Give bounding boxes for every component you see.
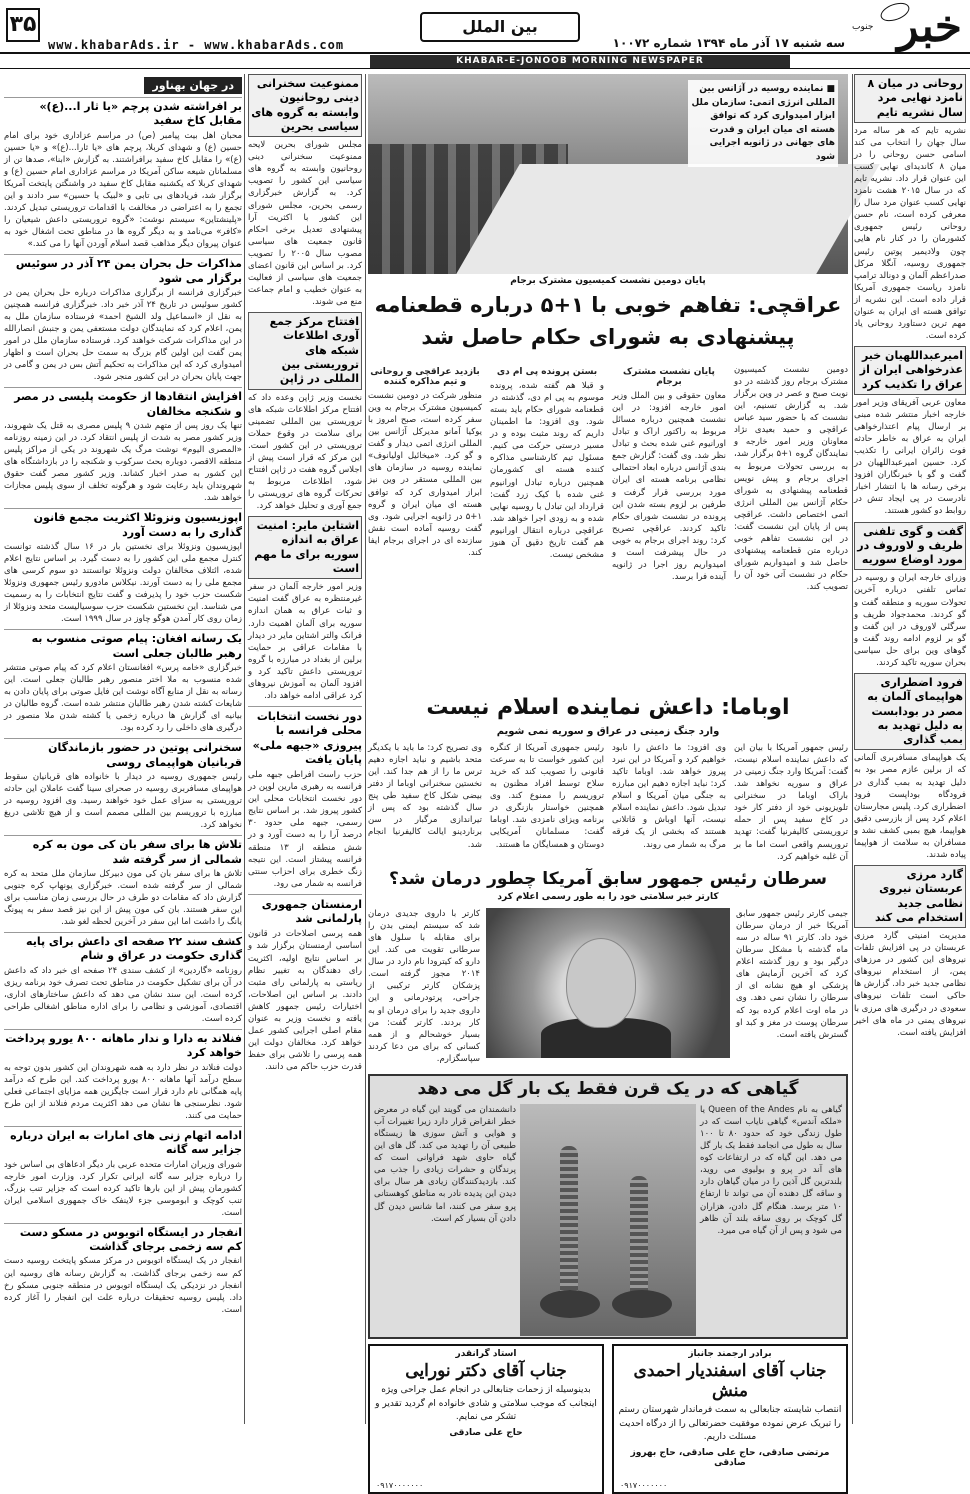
- website-url[interactable]: www.khabarAds.ir - www.khabarAds.com: [48, 38, 345, 52]
- brief-text: انفجار در یک ایستگاه اتوبوس در مرکز مسکو پایتخت روسیه دست کم سه زخمی برجای گذاشت. به گزارش رسانه های روسیه این انفجار در نزدیکی یک ایستگاه اتوبوس در منطقه جنوبی مسکو رخ داد. پلیس روسیه تحقیقات درباره علت این انفجار را آغاز کرده است.: [4, 1256, 242, 1315]
- brief-headline[interactable]: گارد مرزی عربستان نیروی نظامی جدید استخدام می کند: [854, 865, 966, 928]
- lead-headline[interactable]: عراقچی: تفاهم خوبی با ۱+۵ درباره قطعنامه پیشنهادی به شورای حکام حاصل شد: [374, 293, 842, 349]
- brief-headline[interactable]: بر افراشته شدن پرچم «یا ثار ا...(ع)» مقابل کاخ سفید: [4, 97, 242, 129]
- brief-text: تلاش ها برای سفر بان کی مون دبیرکل سازمان ملل متحد به کره شمالی از سر گرفته شده است. خبرگزاری یونهاپ کره جنوبی گزارش داد که مقامات دو طرف در حال بررسی زمان مناسب برای این سفر هستند. بان کی مون پیش از این نیز قصد سفر به پیونگ یانگ را داشت اما این سفر در آخرین لحظه لغو شد.: [4, 868, 242, 928]
- brief-headline[interactable]: ارمنستان جمهوری پارلمانی شد: [248, 894, 362, 927]
- article-column: کارتر با داروی جدیدی درمان شد که سیستم ایمنی بدن را برای مقابله با سلول های سرطانی تقویت می کند. این دارو که کیترودا نام دارد در سال ۲۰۱۴ مجوز گرفته است. پزشکان کارتر ترکیبی از جراحی، پرتودرمانی و این داروی جدید را برای درمان او به کار بردند. کارتر گفت: من بسیار خوشحالم و از همه کسانی که برای من دعا کردند سپاسگزارم.: [368, 909, 480, 1064]
- carter-photo: [486, 908, 730, 1058]
- article-column: [490, 364, 604, 694]
- news-brief: [4, 932, 242, 1025]
- masthead: [0, 0, 970, 70]
- news-brief: [248, 706, 362, 890]
- brief-text: شورای وزیران امارات متحده عربی بار دیگر ادعاهای بی اساس خود را درباره جزایر سه گانه ایرانی تکرار کرد. وزارت امور خارجه کشورمان پیش از این بارها تاکید کرده است که جزایر تنب بزرگ، تنب کوچک و ابوموسی جزء لاینفک خاک جمهوری اسلامی ایران است.: [4, 1159, 242, 1218]
- brief-headline[interactable]: ادامه اتهام زنی های امارات به ایران درباره جزایر سه گانه: [4, 1126, 242, 1158]
- brief-headline[interactable]: انفجار در ایستگاه اتوبوس در مسکو دست کم سه زخمی برجای گذاشت: [4, 1223, 242, 1255]
- article-subhead: پایان نشست مشترک برجام: [623, 367, 715, 387]
- news-brief: [4, 254, 242, 383]
- brief-headline[interactable]: فرود اضطراری هواپیمای آلمان به مصر در بودابست به دلیل تهدید به بمب گذاری: [854, 673, 966, 750]
- brief-text: خبرگزاری «خامه پرس» افغانستان اعلام کرد که پیام صوتی منتشر شده منسوب به ملا اختر منصور رهبر طالبان جعلی است. این رسانه به نقل از منابع آگاه نوشت این فایل صوتی برای پایان دادن به شایعات کشته شدن رهبر طالبان منتشر شده است. گروه طالبان در بیانیه ای گزارش ها درباره زخمی یا کشته شدن ملا منصور در درگیری های داخلی را رد کرده بود.: [4, 662, 242, 734]
- brief-headline[interactable]: فنلاند به دارا و ندار ماهانه ۸۰۰ یورو پرداخت خواهد کرد: [4, 1029, 242, 1061]
- brief-headline[interactable]: تلاش ها برای سفر بان کی مون به کره شمالی از سر گرفته شد: [4, 835, 242, 867]
- news-brief: [854, 673, 966, 861]
- newspaper-banner: KHABAR-E-JONOOB MORNING NEWSPAPER: [370, 55, 790, 68]
- brief-headline[interactable]: گفت و گوی تلفنی ظریف و لاوروف در مورد اوضاع سوریه: [854, 522, 966, 571]
- news-brief: [4, 629, 242, 734]
- photo-label: پایان دومین نشست کمیسیون مشترک برجام: [510, 276, 706, 286]
- brief-headline[interactable]: افتتاح مرکز جمع آوری اطلاعات شبکه های تروریستی بین المللی در ژاپن: [248, 312, 362, 389]
- lead-article: [368, 364, 848, 694]
- news-brief: [4, 508, 242, 625]
- news-brief: [4, 387, 242, 504]
- ad-signature: حاج علی صادقی: [449, 1427, 523, 1438]
- brief-headline[interactable]: دور نخست انتخابات محلی فرانسه با پیروزی «جبهه ملی» پایان یافت: [248, 706, 362, 767]
- brief-headline[interactable]: اشتاین مایر: امنیت عراق به اندازه سوریه برای ما مهم است: [248, 516, 362, 579]
- divider: [0, 52, 970, 54]
- brief-text: رئیس جمهوری روسیه در دیدار با خانواده های قربانیان سقوط هواپیمای مسافربری روسیه در صحرای سینا گفت عاملان این حادثه تروریستی به سزای عمل خود خواهند رسید. وی افزود روسیه در مبارزه با تروریسم بین المللی مصمم است و از هیچ تلاشی دریغ نخواهد کرد.: [4, 771, 242, 831]
- brief-text: حزب راست افراطی جبهه ملی فرانسه به رهبری مارین لوپن در دور نخست انتخابات محلی این کشور پیروز شد. بر اساس نتایج رسمی، جبهه ملی حدود ۳۰ درصد آرا را به دست آورد و در شش منطقه از ۱۳ منطقه فرانسه پیشتاز است. این نتیجه زنگ خطری برای احزاب سنتی فرانسه به شمار می رود.: [248, 770, 363, 889]
- article-text: و قبلا هم گفته شده، پرونده موسوم به پی ام دی، گذشته در قطعنامه شورای حکام باید بسته شود. وی افزود: ما اطمینان داریم که روند مثبت بوده و در مسیر درستی حرکت می کنیم. مسئول تیم کارشناسی مذاکره کننده هسته ای کشورمان همچنین درباره تبادل اورانیوم غنی شده با کیک زرد گفت: قرارداد این تبادل با روسیه نهایی شده و به زودی اجرا خواهد شد. عراقچی درباره انتقال اورانیوم هم گفت تاریخ دقیق آن هنوز مشخص نیست.: [490, 381, 604, 560]
- carter-article: [368, 908, 848, 1068]
- ad-phone: ۰۹۱۷۰۰۰۰۰۰۰: [376, 1481, 424, 1490]
- ad-top-line: برادر ارجمند جانباز: [688, 1349, 772, 1359]
- article-column: [734, 364, 848, 694]
- brief-text: تنها یک روز پس از متهم شدن ۹ پلیس مصری به قتل یک شهروند، وزیر کشور مصر به شدت از پلیس انتقاد کرد. در این زمینه روزنامه «المصری الیوم» نوشت مرگ یک شهروند در یکی از مراکز پلیس منطقه الاقصر، دوباره بحث سرکوب و شکنجه را در بازداشتگاه های این کشور به صدر اخبار کشاند. وزیر کشور مصر گفت حقوق شهروندان باید رعایت شود و هرگونه تخلف از سوی پلیس مجازات خواهد شد.: [4, 420, 242, 504]
- feature-column: دانشمندان می گویند این گیاه در معرض خطر انقراض قرار دارد زیرا تغییرات آب و هوایی و آتش سوزی ها زیستگاه طبیعی آن را تهدید می کند. گل های این گیاه حاوی شهد فراوانی است که پرندگان و حشرات زیادی را جذب می کند. بازدیدکنندگان زیادی هر سال برای دیدن این پدیده نادر به مناطق کوهستانی پرو سفر می کنند، اما شانس دیدن گل دادن آن بسیار کم است.: [374, 1105, 516, 1224]
- logo-text: خبر: [897, 1, 962, 52]
- brief-text: مدیریت امنیتی گارد مرزی عربستان در پی افزایش تلفات نیروهای این کشور در مرزهای یمن، از استخدام نیروهای نظامی جدید خبر داد. گزارش ها حاکی است تلفات نیروهای سعودی در درگیری های مرزی با نیروهای یمنی در ماه های اخیر افزایش یافته است.: [854, 931, 966, 1038]
- brief-text: اپوزیسیون ونزوئلا برای نخستین بار در ۱۶ سال گذشته توانست کنترل مجمع ملی این کشور را به دست گیرد. بر اساس نتایج اعلام شده، ائتلاف مخالفان دولت ونزوئلا توانستند دو سوم کرسی های مجمع ملی را به دست آورند. نیکلاس مادورو رئیس جمهوری ونزوئلا شکست حزب خود را پذیرفت و گفت نتایج انتخابات را به رسمیت می شناسد. این نخستین شکست حزب سوسیالیست متحد ونزوئلا از زمان روی کار آمدن هوگو چاوز در سال ۱۹۹۹ است.: [4, 541, 242, 625]
- news-brief: [248, 312, 362, 512]
- news-brief: [4, 1029, 242, 1122]
- brief-text: دولت فنلاند در نظر دارد به همه شهروندان این کشور بدون توجه به سطح درآمد آنها ماهانه ۸۰۰ یورو پرداخت کند. این طرح که درآمد پایه همگانی نام دارد قرار است جایگزین همه مزایای اجتماعی فعلی شود. نظرسنجی ها نشان می دهد اکثریت مردم فنلاند از این طرح حمایت می کنند.: [4, 1062, 243, 1121]
- news-brief: [854, 522, 966, 669]
- brief-headline[interactable]: یک رسانه افغان: پیام صوتی منسوب به رهبر طالبان جعلی است: [4, 629, 242, 661]
- world-briefs-column: [4, 74, 242, 1424]
- obama-headline[interactable]: اوباما: داعش نماینده اسلام نیست: [426, 695, 790, 720]
- article-text: دومین نشست کمیسیون مشترک برجام روز گذشته در دو نوبت صبح و عصر در وین برگزار شد. به گزارش تسنیم، این نشست که با حضور سید عباس عراقچی و حمید بعیدی نژاد معاونان وزیر امور خارجه و نمایندگان گروه ۱+۵ برگزار شد، به بررسی تحولات مربوط به اجرای برجام و پیش نویس قطعنامه پیشنهادی به شورای حکام آژانس بین المللی انرژی اتمی اختصاص داشت. عراقچی پس از پایان این نشست گفت: در این نشست تفاهم خوبی درباره متن قطعنامه پیشنهادی حاصل شد و امیدواریم شورای حکام در نشست آتی خود آن را تصویب کند.: [734, 365, 848, 593]
- world-briefs-tag: در جهان بهناور: [144, 77, 242, 94]
- ad-top-line: استاد گرانقدر: [455, 1349, 517, 1359]
- brief-headline[interactable]: سخنرانی پوتین در حضور بازماندگان قربانیان هواپیمای روسی: [4, 738, 242, 770]
- plant-photo: [520, 1104, 696, 1336]
- feature-headline[interactable]: گیاهی که در یک قرن فقط یک بار گل می دهد: [417, 1079, 799, 1099]
- column-divider: [852, 74, 853, 1424]
- section-title: بین الملل: [420, 12, 580, 42]
- news-brief: [4, 835, 242, 928]
- ad-body: بدینوسیله از زحمات جنابعالی در انجام عمل جراحی ویژه اینجانب که موجب سلامتی و شادی خانواده ام گردید تقدیر و تشکر می نمایم.: [375, 1385, 597, 1422]
- brief-text: نشریه تایم که هر ساله مرد سال جهان را انتخاب می کند اسامی حسن روحانی را در میان ۸ کاندیدای نهایی کسب این عنوان قرار داد. نشریه تایم که در سال ۲۰۱۵ هشت نامزد نهایی کسب عنوان مرد سال را معرفی کرده است، نام حسن روحانی رئیس جمهوری کشورمان را در کنار نام هایی چون ولادیمیر پوتین رئیس جمهوری روسیه، آنگلا مرکل صدراعظم آلمان و دونالد ترامپ نامزد ریاست جمهوری آمریکا قرار داده است. این نشریه از توافق هسته ای ایران به عنوان مهم ترین دستاورد روحانی یاد کرده است.: [854, 125, 966, 341]
- news-brief: [854, 346, 966, 518]
- meeting-photo: [368, 74, 848, 274]
- article-subhead: بازدید عراقچی و روحانی و تیم مذاکره کننده: [370, 367, 480, 387]
- brief-headline[interactable]: کشف سند ۲۲ صفحه ای داعش برای پایه گذاری حکومت در عراق و شام: [4, 932, 242, 964]
- carter-subheadline: کارتر خبر سلامتی خود را به طور رسمی اعلام کرد: [497, 892, 719, 902]
- brief-text: همه پرسی اصلاحات در قانون اساسی ارمنستان برگزار شد و بر اساس نتایج اولیه، اکثریت رای دهندگان به تغییر نظام ریاستی به پارلمانی رای مثبت دادند. بر اساس این اصلاحات، اختیارات رئیس جمهور کاهش یافته و نخست وزیر به عنوان مقام اصلی اجرایی کشور عمل خواهد کرد. مخالفان دولت این همه پرسی را تلاشی برای حفظ قدرت حزب حاکم می دانند.: [248, 929, 362, 1073]
- ad-phone: ۰۹۱۷۰۰۰۰۰۰۰: [620, 1481, 668, 1490]
- ad-signature: مرتضی صادقی، حاج علی صادقی، حاج بهروز صادقی: [630, 1447, 830, 1468]
- news-brief: [4, 738, 242, 831]
- logo: [852, 1, 962, 56]
- article-column: [612, 364, 726, 694]
- article-column: وی تصریح کرد: ما باید با یکدیگر متحد باشیم و نباید اجازه دهیم ترس ما را از هم جدا کند. این نخستین سخنرانی اوباما از دفتر بیضی شکل کاخ سفید طی پنج سال گذشته بود که پس از تیراندازی مرگبار در سن برناردینو ایالت کالیفرنیا انجام شد.: [368, 743, 482, 850]
- news-brief: [854, 865, 966, 1039]
- plant-rosette: [540, 1290, 600, 1318]
- ad-body: انتصاب شایسته جنابعالی به سمت فرماندار شهرستان رستم را تبریک عرض نموده موفقیت حضرتعالی را از درگاه احدیت مسئلت داریم.: [618, 1405, 842, 1442]
- news-brief: [4, 1126, 242, 1219]
- brief-text: وزرای خارجه ایران و روسیه در تماس تلفنی درباره آخرین تحولات سوریه و منطقه گفت و گو کردند. محمدجواد ظریف و سرگئی لاوروف در این گفت و گو بر لزوم ادامه روند گفت و گوهای وین برای حل سیاسی بحران سوریه تاکید کردند.: [854, 573, 966, 668]
- ads-section: [368, 1344, 848, 1494]
- column-divider: [244, 74, 245, 1424]
- article-column: رئیس جمهور آمریکا با بیان این که داعش نماینده اسلام نیست، گفت: آمریکا وارد جنگ زمینی در عراق و سوریه نخواهد شد. باراک اوباما در سخنرانی تلویزیونی خود از دفتر کار خود در کاخ سفید پس از حمله تروریستی کالیفرنیا گفت: تهدید تروریسم واقعی است اما ما بر آن غلبه خواهیم کرد.: [734, 743, 848, 862]
- news-brief: [248, 516, 362, 702]
- brief-headline[interactable]: مذاکرات حل بحران یمن ۲۴ آذر در سوئیس برگزار می شود: [4, 254, 242, 286]
- obama-article: [368, 742, 848, 862]
- brief-headline[interactable]: افزایش انتقادها از حکومت پلیسی در مصر و شکنجه مخالفان: [4, 387, 242, 419]
- brief-text: محبان اهل بیت پیامبر (ص) در مراسم عزاداری خود برای امام حسین (ع) و شهدای کربلا، پرچم های «یا ثارا...(ع)» و «یا حسین (ع)» را مقابل کاخ سفید برافراشتند. به گزارش «ابنا»، صدها تن از مسلمانان شیعه ساکن آمریکا در مراسم عزاداری امام حسین (ع) و شهدای کربلا که یکشنبه مقابل کاخ سفید در واشنگتن پایتخت آمریکا برگزار شد، فریادهای بی تابی و «لبیک یا حسین» سر دادند و این تجمع را به اعتراضی در مخالفت با اقدامات تروریستی تبدیل کردند. «پلینشتاین» سیستم نوشت: «گروه تروریستی داعش شیعیان را «کافر» می‌نامد و به دیگر گروه ها در مناطق تحت اشغال خود به عنوان پیروان دیگر مذاهب قصد اسلام آوردن آنها را می کند.»: [4, 130, 242, 250]
- plant-rosette: [612, 1290, 672, 1318]
- conference-table: [456, 164, 880, 274]
- news-column-right: [854, 74, 966, 1424]
- carter-headline[interactable]: سرطان رئیس جمهور سابق آمریکا چطور درمان شد؟: [388, 869, 828, 889]
- brief-text: مجلس شورای بحرین لایحه ممنوعیت سخنرانی دینی روحانیون وابسته به گروه های سیاسی این کشور را تصویب کرد. به گزارش خبرگزاری رسمی بحرین، مجلس شورای این کشور با اکثریت آرا پیشنهادی تعدیل برخی احکام قانون جمعیت های سیاسی مصوب سال ۲۰۰۵ را تصویب کرد. بر اساس این قانون اعضای جمعیت های سیاسی از فعالیت به عنوان خطیب و امام جماعت منع می شوند.: [248, 140, 362, 307]
- brief-text: معاون عربی آفریقای وزیر امور خارجه اخبار منتشر شده مبنی بر ارسال پیام اعتذارخواهی ایران به عراق به خاطر حادثه فوت زائران ایرانی را تکذیب کرد. حسین امیرعبداللهیان در گفت و گو با خبرنگاران افزود برخی رسانه ها با انتشار اخبار نادرست در پی ایجاد تنش در روابط دو کشور هستند.: [854, 397, 966, 517]
- issue-date: سه شنبه ۱۷ آذر ماه ۱۳۹۴ شماره ۱۰۰۷۲: [612, 36, 845, 50]
- article-column: جیمی کارتر رئیس جمهور سابق آمریکا خبر از درمان سرطان خود داد. کارتر ۹۱ ساله در سه ماه گذشته با مشکل سرطان درگیر بود و روز گذشته اعلام کرد که آخرین آزمایش های پزشکی او هیچ نشانه ای از سرطان را نشان نمی دهد. وی در ماه اوت اعلام کرده بود که سرطان پوست در مغز و کبد او گسترش یافته است.: [736, 909, 848, 1040]
- divider: [0, 68, 970, 69]
- ad-name: جناب آقای اسفندیار احمدی منش: [633, 1361, 827, 1401]
- brief-headline[interactable]: ممنوعیت سخنرانی دینی روحانیون وابسته به گروه های سیاسی بحرین: [248, 74, 362, 137]
- article-text: منظور شرکت در دومین نشست کمیسیون مشترک برجام به وین سفر کرده است، صبح امروز با یوکیا آمانو مدیرکل آژانس بین المللی انرژی اتمی دیدار و گفت و گو کرد. «میخائیل اولیانوف» نماینده روسیه در سازمان های بین المللی مستقر در وین نیز ابراز امیدواری کرد که توافق هسته ای میان ایران و گروه ۱+۵ در ژانویه اجرایی شود. وی گفت روسیه آماده است نقش سازنده ای در اجرای برجام ایفا کند.: [368, 391, 482, 558]
- plant-stalk: [560, 1146, 578, 1296]
- article-column: وی افزود: ما داعش را نابود خواهیم کرد و آمریکا در این نبرد پیروز خواهد شد. اوباما تاکید کرد: نباید اجازه دهیم این مبارزه به جنگی میان آمریکا و اسلام تبدیل شود. داعش نماینده اسلام نیست، آنها اوباش و قاتلانی هستند که بخشی از یک فرقه مرگ به شمار می روند.: [612, 743, 726, 850]
- congrats-ad: [612, 1344, 848, 1494]
- plant-feature: [368, 1074, 848, 1339]
- news-column-2: [248, 74, 362, 1424]
- plant-stalk: [630, 1176, 648, 1296]
- person-face: [566, 938, 636, 1028]
- article-column: رئیس جمهوری آمریکا از کنگره این کشور خواست تا به سرعت قانونی را تصویب کند که خرید سلاح توسط افراد مظنون به تروریسم را ممنوع کند. وی همچنین خواستار بازنگری در برنامه ویزای نامزدی شد. اوباما گفت: مسلمانان آمریکایی دوستان و همسایگان ما هستند.: [490, 743, 604, 850]
- news-brief: [248, 74, 362, 308]
- logo-sub: جنوب: [852, 22, 874, 32]
- article-column: [368, 364, 482, 694]
- brief-text: نخست وزیر ژاپن وعده داد که افتتاح مرکز اطلاعات شبکه های تروریستی بین المللی تضمینی برای سلامت در وقوع حملات تروریستی در این کشور است. این مرکز که قرار است پیش از اجلاس گروه هفت در ژاپن افتتاح شود، اطلاعات مربوط به تحرکات گروه های تروریستی را جمع آوری و تحلیل خواهد کرد.: [248, 392, 362, 512]
- column-divider: [365, 74, 366, 1424]
- brief-text: روزنامه «گاردین» از کشف سندی ۲۴ صفحه ای خبر داد که داعش در آن برای تشکیل حکومت در مناطق تحت تصرف خود برنامه ریزی کرده است. این سند نشان می دهد که داعش ساختارهای اداری، اقتصادی، آموزشی و نظامی را برای اداره مناطق اشغالی طراحی کرده است.: [4, 965, 242, 1024]
- brief-headline[interactable]: اپوزیسیون ونزوئلا اکثریت مجمع قانون گذاری را به دست آورد: [4, 508, 242, 540]
- obama-subheadline: وارد جنگ زمینی در عراق و سوریه نمی شویم: [496, 726, 720, 737]
- brief-headline[interactable]: امیرعبداللهیان خبر عذرخواهی ایران از عراق را تکذیب کرد: [854, 346, 966, 395]
- news-brief: [4, 97, 242, 250]
- page-number: ۳۵: [6, 8, 40, 42]
- brief-headline[interactable]: روحانی در میان ۸ نامزد نهایی مرد سال نشریه تایم: [854, 74, 966, 123]
- news-brief: [854, 74, 966, 342]
- news-brief: [4, 1223, 242, 1316]
- ad-name: جناب آقای دکتر نورایی: [405, 1361, 567, 1381]
- news-brief: [248, 894, 362, 1073]
- article-text: معاون حقوقی و بین الملل وزیر امور خارجه افزود: در این نشست همچنین درباره مسائل مربوط به راکتور اراک و تبادل اورانیوم غنی شده بحث و تبادل نظر شد. وی گفت: گزارش جمع بندی آژانس درباره ابعاد احتمالی نظامی برنامه هسته ای ایران مورد بررسی قرار گرفت و طرفین بر لزوم بسته شدن این پرونده در نشست شورای حکام تاکید کردند. عراقچی تصریح کرد: روند اجرای برجام به خوبی در حال پیشرفت است و امیدواریم روز اجرا در ژانویه آینده فرا برسد.: [612, 391, 726, 582]
- brief-text: وزیر امور خارجه آلمان در سفر غیرمنتظره به عراق گفت امنیت و ثبات عراق به همان اندازه سوریه برای آلمان اهمیت دارد. فرانک والتر اشتاین مایر در دیدار با مقامات عراقی بر حمایت برلین از بغداد در مبارزه با گروه تروریستی داعش تاکید کرد و افزود آلمان به آموزش نیروهای کرد عراقی ادامه خواهد داد.: [248, 582, 362, 701]
- article-subhead: بستن پرونده پی ام دی: [496, 367, 598, 377]
- brief-text: خبرگزاری فرانسه از برگزاری مذاکرات درباره حل بحران یمن در کشور سوئیس در تاریخ ۲۴ آذر خبر داد. خبرگزاری فرانسه همچنین به نقل از «اسماعیل ولد الشیخ احمد» فرستاده سازمان ملل به یمن، اعلام کرد که نمایندگان دولت مستعفی یمن و جنبش انصارالله در این مذاکرات شرکت خواهند کرد. فرستاده سازمان ملل در امور یمن گفت این اولین گام بزرگ به سمت حل بحران است و اظهار امیدواری کرد که این مذاکرات به تحکیم آتش بس در یمن و گامی در جهت پایان بحران در این کشور منجر شود.: [4, 287, 242, 383]
- photo-caption: ■ نماینده روسیه در آژانس بین المللی انرژی اتمی: سازمان ملل ابزار امیدواری کرد که توافق هسته ای میان ایران و قدرت های جهانی در ژانویه اجرایی شود: [688, 80, 838, 167]
- thanks-ad: [368, 1344, 604, 1494]
- brief-text: یک هواپیمای مسافربری آلمانی که از برلین عازم مصر بود به دلیل تهدید به بمب گذاری در فرودگاه بوداپست فرود اضطراری کرد. پلیس مجارستان اعلام کرد پس از بازرسی دقیق هواپیما، هیچ بمبی کشف نشد و مسافران به سلامت از هواپیما پیاده شدند.: [854, 753, 966, 860]
- feature-column: گیاهی به نام Queen of the Andes یا «ملکه آندس» گیاهی نایاب است که در طول زندگی خود که حدود ۸۰ تا ۱۰۰ سال به طول می انجامد فقط یک بار گل می دهد. این گیاه که در ارتفاعات کوه های آند در پرو و بولیوی می روید، بلندترین گل آذین را در میان گیاهان دارد و ساقه گل دهنده آن می تواند تا ارتفاع ۱۰ متر برسد. هنگام گل دادن، هزاران گل کوچک بر روی ساقه بلند آن ظاهر می شود و پس از آن گیاه می میرد.: [700, 1105, 843, 1236]
